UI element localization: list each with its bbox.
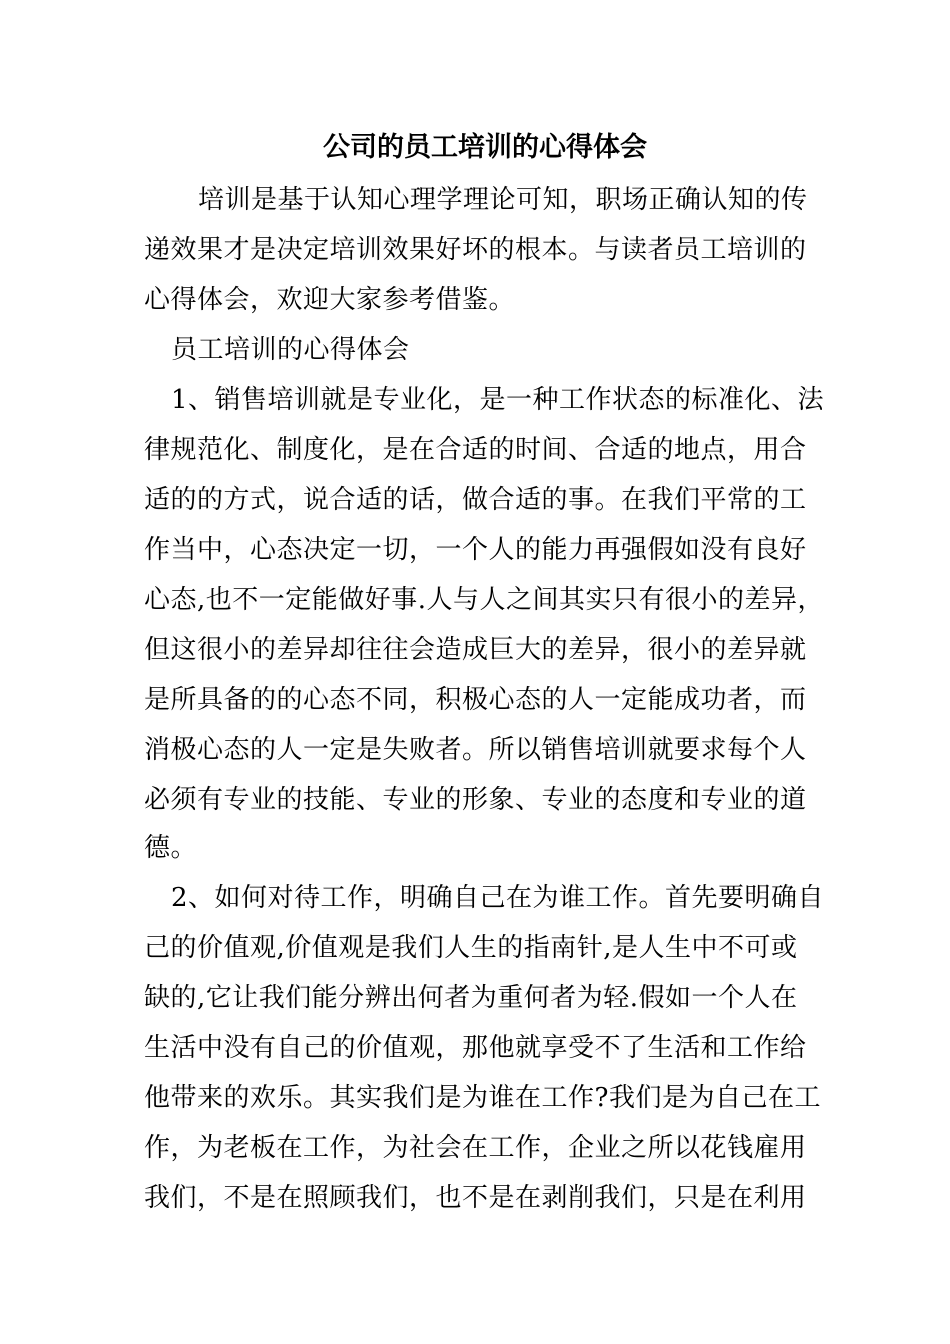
paragraph-line-8: 作当中，心态决定一切，一个人的能力再强假如没有良好 [144, 535, 807, 565]
paragraph-line-3: 心得体会，欢迎大家参考借鉴。 [144, 285, 516, 315]
paragraph-line-21: 我们，不是在照顾我们，也不是在剥削我们，只是在利用 [144, 1183, 807, 1213]
section-heading: 员工培训的心得体会 [171, 335, 410, 365]
paragraph-line-16: 己的价值观,价值观是我们人生的指南针,是人生中不可或 [144, 933, 798, 963]
paragraph-line-13: 必须有专业的技能、专业的形象、专业的态度和专业的道 [144, 785, 807, 815]
paragraph-line-14: 德。 [144, 833, 198, 863]
paragraph-line-17: 缺的,它让我们能分辨出何者为重何者为轻.假如一个人在 [144, 983, 798, 1013]
document-title: 公司的员工培训的心得体会 [323, 132, 647, 163]
paragraph-line-7: 适的的方式，说合适的话，做合适的事。在我们平常的工 [144, 485, 807, 515]
paragraph-line-18: 生活中没有自己的价值观，那他就享受不了生活和工作给 [144, 1033, 807, 1063]
paragraph-line-10: 但这很小的差异却往往会造成巨大的差异，很小的差异就 [144, 635, 807, 665]
paragraph-line-15: 2、如何对待工作，明确自己在为谁工作。首先要明确自 [171, 883, 825, 913]
paragraph-line-20: 作，为老板在工作，为社会在工作，企业之所以花钱雇用 [144, 1133, 807, 1163]
paragraph-line-19: 他带来的欢乐。其实我们是为谁在工作?我们是为自己在工 [144, 1083, 821, 1113]
paragraph-line-12: 消极心态的人一定是失败者。所以销售培训就要求每个人 [144, 735, 807, 765]
paragraph-line-2: 递效果才是决定培训效果好坏的根本。与读者员工培训的 [144, 235, 807, 265]
paragraph-line-1: 培训是基于认知心理学理论可知，职场正确认知的传 [198, 185, 808, 215]
paragraph-line-9: 心态,也不一定能做好事.人与人之间其实只有很小的差异， [144, 585, 825, 615]
paragraph-line-11: 是所具备的的心态不同，积极心态的人一定能成功者，而 [144, 685, 807, 715]
paragraph-line-6: 律规范化、制度化，是在合适的时间、合适的地点，用合 [144, 435, 807, 465]
paragraph-line-5: 1、销售培训就是专业化，是一种工作状态的标准化、法 [171, 385, 825, 415]
